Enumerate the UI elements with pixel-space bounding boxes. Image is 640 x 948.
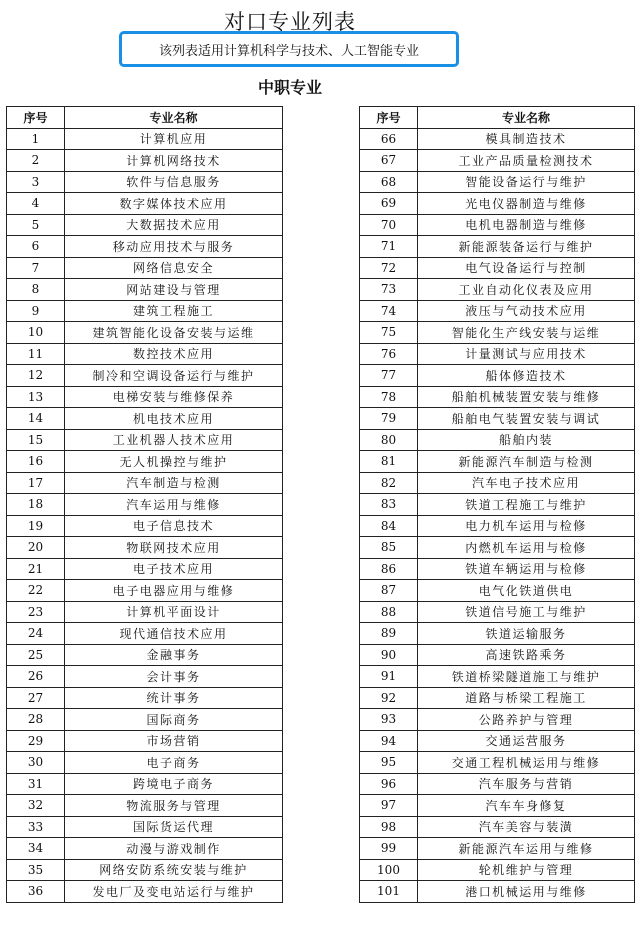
row-number: 83 (360, 494, 418, 516)
table-row (360, 279, 635, 301)
row-number: 15 (7, 429, 65, 451)
table-row (360, 623, 635, 645)
row-number: 100 (360, 859, 418, 881)
row-number: 72 (360, 257, 418, 279)
row-number: 81 (360, 451, 418, 473)
major-name: 网络安防系统安装与维护 (65, 859, 283, 881)
major-name: 电气设备运行与控制 (418, 257, 635, 279)
row-number: 75 (360, 322, 418, 344)
row-number: 92 (360, 687, 418, 709)
major-name: 电梯安装与维修保养 (65, 386, 283, 408)
major-name: 光电仪器制造与维修 (418, 193, 635, 215)
table-row (7, 709, 283, 731)
row-number: 68 (360, 171, 418, 193)
major-name: 机电技术应用 (65, 408, 283, 430)
majors-table-left (6, 106, 283, 903)
table-row (360, 472, 635, 494)
major-name: 计算机平面设计 (65, 601, 283, 623)
row-number: 35 (7, 859, 65, 881)
major-name: 新能源装备运行与维护 (418, 236, 635, 258)
table-row (7, 408, 283, 430)
table-row (7, 601, 283, 623)
table-row (360, 773, 635, 795)
table-row (360, 881, 635, 903)
table-row (360, 171, 635, 193)
table-row (360, 515, 635, 537)
major-name: 软件与信息服务 (65, 171, 283, 193)
table-row (360, 859, 635, 881)
major-name: 电力机车运用与检修 (418, 515, 635, 537)
major-name: 建筑工程施工 (65, 300, 283, 322)
table-row (360, 838, 635, 860)
row-number: 3 (7, 171, 65, 193)
major-name: 网络信息安全 (65, 257, 283, 279)
major-name: 汽车车身修复 (418, 795, 635, 817)
notice-text: 该列表适用计算机科学与技术、人工智能专业 (158, 43, 419, 59)
major-name: 国际商务 (65, 709, 283, 731)
row-number: 95 (360, 752, 418, 774)
row-number: 9 (7, 300, 65, 322)
major-name: 公路养护与管理 (418, 709, 635, 731)
table-row (360, 343, 635, 365)
major-name: 新能源汽车制造与检测 (418, 451, 635, 473)
major-name: 动漫与游戏制作 (65, 838, 283, 860)
table-row (7, 730, 283, 752)
major-name: 无人机操控与维护 (65, 451, 283, 473)
row-number: 26 (7, 666, 65, 688)
table-row (7, 859, 283, 881)
column-header-name: 专业名称 (65, 107, 283, 129)
row-number: 96 (360, 773, 418, 795)
row-number: 67 (360, 150, 418, 172)
row-number: 76 (360, 343, 418, 365)
row-number: 12 (7, 365, 65, 387)
row-number: 90 (360, 644, 418, 666)
major-name: 汽车服务与营销 (418, 773, 635, 795)
major-name: 道路与桥梁工程施工 (418, 687, 635, 709)
row-number: 91 (360, 666, 418, 688)
table-row (360, 795, 635, 817)
major-name: 数字媒体技术应用 (65, 193, 283, 215)
table-row (360, 558, 635, 580)
row-number: 85 (360, 537, 418, 559)
major-name: 汽车美容与装潢 (418, 816, 635, 838)
table-row (7, 816, 283, 838)
major-name: 统计事务 (65, 687, 283, 709)
major-name: 建筑智能化设备安装与运维 (65, 322, 283, 344)
row-number: 101 (360, 881, 418, 903)
row-number: 11 (7, 343, 65, 365)
row-number: 94 (360, 730, 418, 752)
major-name: 制冷和空调设备运行与维护 (65, 365, 283, 387)
column-header-no: 序号 (7, 107, 65, 129)
major-name: 港口机械运用与维修 (418, 881, 635, 903)
table-row (7, 386, 283, 408)
row-number: 87 (360, 580, 418, 602)
row-number: 31 (7, 773, 65, 795)
row-number: 29 (7, 730, 65, 752)
table-row (7, 193, 283, 215)
row-number: 23 (7, 601, 65, 623)
section-title: 中职专业 (257, 78, 322, 97)
major-name: 交通运营服务 (418, 730, 635, 752)
row-number: 4 (7, 193, 65, 215)
table-row (7, 472, 283, 494)
row-number: 22 (7, 580, 65, 602)
row-number: 79 (360, 408, 418, 430)
row-number: 17 (7, 472, 65, 494)
table-row (7, 838, 283, 860)
majors-table-right (359, 106, 635, 903)
major-name: 智能设备运行与维护 (418, 171, 635, 193)
row-number: 1 (7, 128, 65, 150)
table-row (360, 257, 635, 279)
row-number: 21 (7, 558, 65, 580)
row-number: 86 (360, 558, 418, 580)
table-row (360, 128, 635, 150)
major-name: 现代通信技术应用 (65, 623, 283, 645)
table-row (7, 644, 283, 666)
table-row (360, 644, 635, 666)
major-name: 交通工程机械运用与维修 (418, 752, 635, 774)
table-row (7, 236, 283, 258)
table-row (360, 408, 635, 430)
table-row (360, 150, 635, 172)
table-row (7, 343, 283, 365)
table-row (360, 193, 635, 215)
table-row (360, 236, 635, 258)
table-row (360, 365, 635, 387)
row-number: 70 (360, 214, 418, 236)
table-header-row (7, 107, 283, 129)
table-row (7, 171, 283, 193)
major-name: 国际货运代理 (65, 816, 283, 838)
row-number: 19 (7, 515, 65, 537)
major-name: 计算机网络技术 (65, 150, 283, 172)
major-name: 铁道桥梁隧道施工与维护 (418, 666, 635, 688)
row-number: 84 (360, 515, 418, 537)
row-number: 16 (7, 451, 65, 473)
table-row (360, 322, 635, 344)
major-name: 汽车电子技术应用 (418, 472, 635, 494)
table-row (7, 279, 283, 301)
major-name: 船体修造技术 (418, 365, 635, 387)
row-number: 20 (7, 537, 65, 559)
major-name: 铁道工程施工与维护 (418, 494, 635, 516)
major-name: 工业产品质量检测技术 (418, 150, 635, 172)
major-name: 铁道运输服务 (418, 623, 635, 645)
major-name: 金融事务 (65, 644, 283, 666)
table-row (7, 881, 283, 903)
major-name: 会计事务 (65, 666, 283, 688)
table-row (7, 429, 283, 451)
page-title: 对口专业列表 (224, 10, 356, 34)
major-name: 电子信息技术 (65, 515, 283, 537)
table-row (7, 365, 283, 387)
row-number: 73 (360, 279, 418, 301)
major-name: 模具制造技术 (418, 128, 635, 150)
major-name: 电机电器制造与维修 (418, 214, 635, 236)
row-number: 6 (7, 236, 65, 258)
row-number: 80 (360, 429, 418, 451)
major-name: 市场营销 (65, 730, 283, 752)
major-name: 移动应用技术与服务 (65, 236, 283, 258)
applicability-notice (119, 31, 459, 67)
row-number: 10 (7, 322, 65, 344)
row-number: 14 (7, 408, 65, 430)
table-row (7, 773, 283, 795)
table-row (7, 558, 283, 580)
table-row (360, 300, 635, 322)
row-number: 98 (360, 816, 418, 838)
table-row (360, 666, 635, 688)
table-row (7, 515, 283, 537)
table-row (360, 537, 635, 559)
row-number: 18 (7, 494, 65, 516)
major-name: 电子商务 (65, 752, 283, 774)
major-name: 铁道车辆运用与检修 (418, 558, 635, 580)
major-name: 跨境电子商务 (65, 773, 283, 795)
major-name: 物联网技术应用 (65, 537, 283, 559)
row-number: 2 (7, 150, 65, 172)
major-name: 汽车运用与维修 (65, 494, 283, 516)
row-number: 7 (7, 257, 65, 279)
table-row (7, 214, 283, 236)
major-name: 船舶电气装置安装与调试 (418, 408, 635, 430)
row-number: 30 (7, 752, 65, 774)
table-row (7, 623, 283, 645)
row-number: 32 (7, 795, 65, 817)
major-name: 轮机维护与管理 (418, 859, 635, 881)
row-number: 8 (7, 279, 65, 301)
row-number: 89 (360, 623, 418, 645)
row-number: 93 (360, 709, 418, 731)
major-name: 船舶内装 (418, 429, 635, 451)
table-row (360, 386, 635, 408)
table-row (7, 300, 283, 322)
table-row (7, 451, 283, 473)
table-row (7, 150, 283, 172)
table-row (360, 687, 635, 709)
row-number: 25 (7, 644, 65, 666)
row-number: 88 (360, 601, 418, 623)
row-number: 27 (7, 687, 65, 709)
row-number: 71 (360, 236, 418, 258)
table-row (7, 257, 283, 279)
major-name: 高速铁路乘务 (418, 644, 635, 666)
major-name: 工业机器人技术应用 (65, 429, 283, 451)
table-row (7, 687, 283, 709)
table-row (360, 601, 635, 623)
major-name: 网站建设与管理 (65, 279, 283, 301)
table-row (7, 752, 283, 774)
major-name: 船舶机械装置安装与维修 (418, 386, 635, 408)
table-row (7, 795, 283, 817)
table-row (7, 494, 283, 516)
table-row (360, 752, 635, 774)
table-row (360, 580, 635, 602)
row-number: 69 (360, 193, 418, 215)
major-name: 液压与气动技术应用 (418, 300, 635, 322)
major-name: 电子技术应用 (65, 558, 283, 580)
major-name: 工业自动化仪表及应用 (418, 279, 635, 301)
major-name: 智能化生产线安装与运维 (418, 322, 635, 344)
major-name: 计算机应用 (65, 128, 283, 150)
table-row (360, 709, 635, 731)
table-row (7, 580, 283, 602)
row-number: 13 (7, 386, 65, 408)
row-number: 34 (7, 838, 65, 860)
column-header-no: 序号 (360, 107, 418, 129)
major-name: 数控技术应用 (65, 343, 283, 365)
row-number: 77 (360, 365, 418, 387)
major-name: 物流服务与管理 (65, 795, 283, 817)
table-row (7, 666, 283, 688)
major-name: 发电厂及变电站运行与维护 (65, 881, 283, 903)
column-header-name: 专业名称 (418, 107, 635, 129)
row-number: 99 (360, 838, 418, 860)
row-number: 5 (7, 214, 65, 236)
table-header-row (360, 107, 635, 129)
table-row (360, 214, 635, 236)
table-row (7, 128, 283, 150)
table-row (360, 451, 635, 473)
row-number: 97 (360, 795, 418, 817)
major-name: 汽车制造与检测 (65, 472, 283, 494)
major-name: 大数据技术应用 (65, 214, 283, 236)
row-number: 28 (7, 709, 65, 731)
row-number: 24 (7, 623, 65, 645)
table-row (360, 494, 635, 516)
major-name: 内燃机车运用与检修 (418, 537, 635, 559)
table-row (360, 429, 635, 451)
table-row (7, 537, 283, 559)
major-name: 电子电器应用与维修 (65, 580, 283, 602)
major-name: 计量测试与应用技术 (418, 343, 635, 365)
row-number: 36 (7, 881, 65, 903)
table-row (360, 816, 635, 838)
major-name: 铁道信号施工与维护 (418, 601, 635, 623)
table-row (360, 730, 635, 752)
major-name: 新能源汽车运用与维修 (418, 838, 635, 860)
table-row (7, 322, 283, 344)
row-number: 82 (360, 472, 418, 494)
row-number: 66 (360, 128, 418, 150)
major-name: 电气化铁道供电 (418, 580, 635, 602)
row-number: 33 (7, 816, 65, 838)
row-number: 74 (360, 300, 418, 322)
row-number: 78 (360, 386, 418, 408)
